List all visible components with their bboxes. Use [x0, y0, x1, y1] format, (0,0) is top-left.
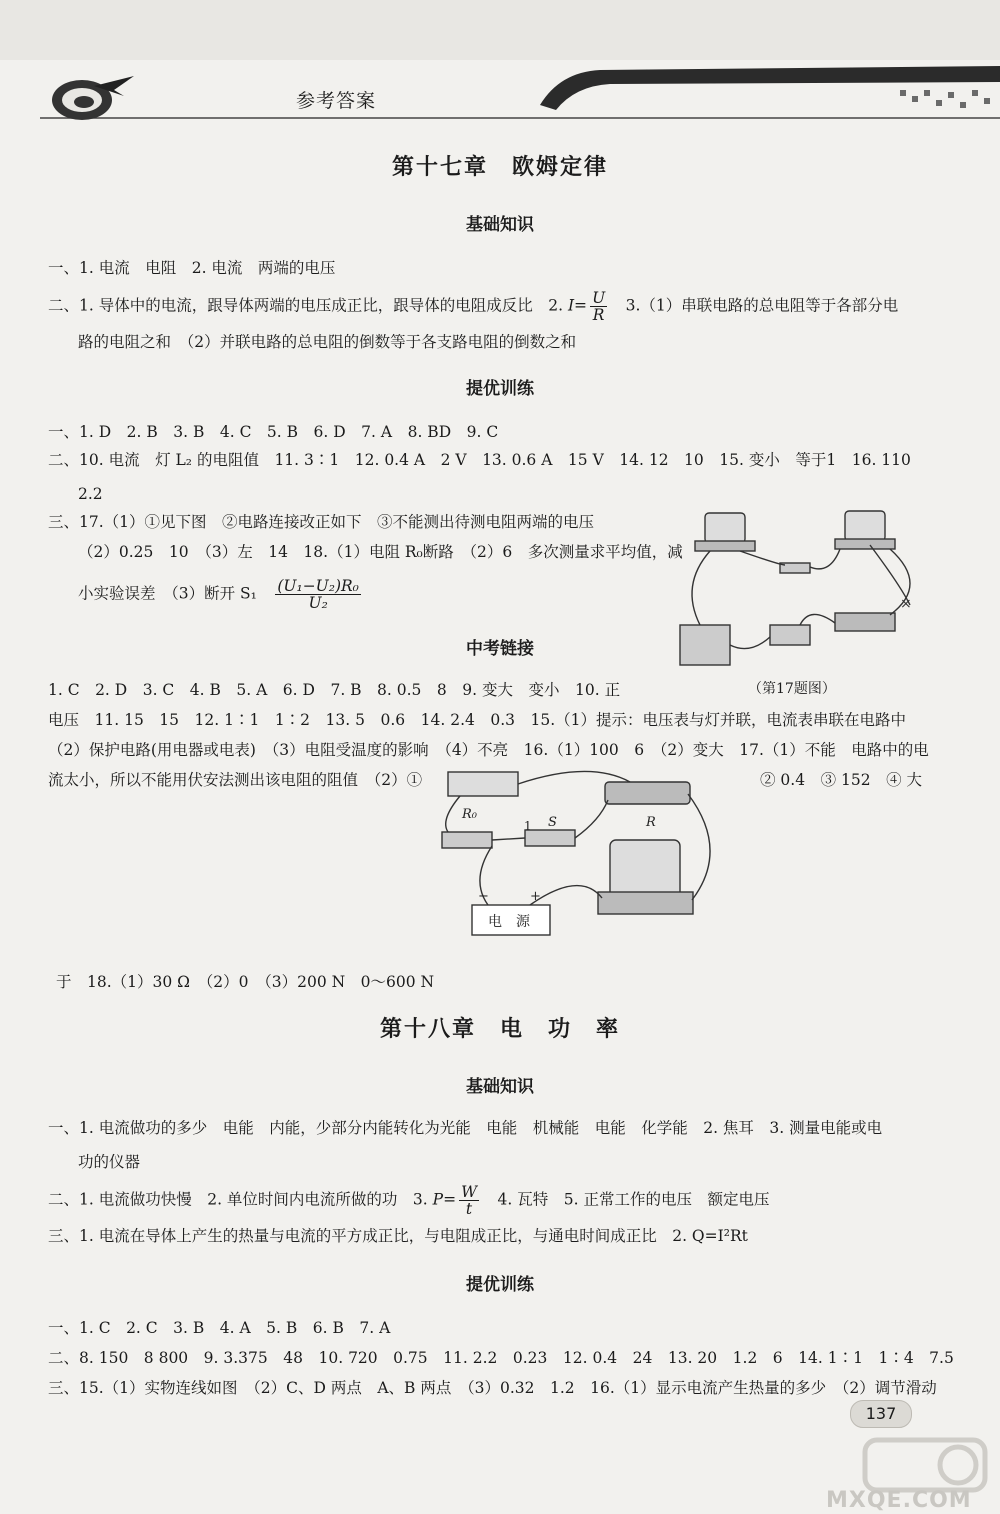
r-x-denominator: U₂ [308, 594, 328, 612]
ch17-basic-line-2-text-a: 二、1. 导体中的电流，跟导体两端的电压成正比，跟导体的电阻成反比 2. [48, 296, 568, 315]
power-formula-numerator: W [461, 1183, 478, 1201]
ch17-basic-line-2-text-b: 3.（1）串联电路的总电阻等于各部分电 [610, 296, 899, 315]
figure-exam-17-circuit [430, 760, 750, 945]
power-formula-fraction [459, 1184, 479, 1217]
figure-17-caption: （第17题图） [748, 681, 836, 697]
svg-text:×: × [900, 596, 912, 612]
ch17-adv-line-4: 三、17.（1）①见下图 ②电路连接改正如下 ③不能测出待测电阻两端的电压 [48, 513, 595, 531]
ch17-adv-line-3: 2.2 [78, 485, 103, 503]
ohms-law-lhs: I= [567, 296, 588, 315]
label-r0: R₀ [462, 807, 477, 822]
label-r: R [646, 815, 656, 830]
ch17-exam-line-2: 电压 11. 15 15 12. 1∶1 1∶2 13. 5 0.6 14. 2.4 0.3 15.（1）提示：电压表与灯并联，电流表串联在电路中 [48, 711, 907, 729]
power-formula-denominator: t [465, 1200, 473, 1218]
ch18-basic-line-2: 功的仪器 [78, 1153, 141, 1171]
label-plus: + [530, 889, 541, 904]
ch18-basic-line-4: 三、1. 电流在导体上产生的热量与电流的平方成正比，与电阻成正比，与通电时间成正比 2. Q=I²Rt [48, 1227, 748, 1245]
ch17-adv-line-2: 二、10. 电流 灯 L₂ 的电阻值 11. 3∶1 12. 0.4 A 2 V 13. 0.6 A 15 V 14. 12 10 15. 变小 等于1 16. 110 [48, 451, 911, 469]
ch17-exam-line-5: 于 18.（1）30 Ω （2）0 （3）200 N 0～600 N [56, 973, 435, 991]
ch17-exam-line-3: （2）保护电路(用电器或电表) （3）电阻受温度的影响 （4）不亮 16.（1）100 6 （2）变大 17.（1）不能 电路中的电 [48, 741, 929, 759]
ch17-exam-line-4: 流太小，所以不能用伏安法测出该电阻的阻值 （2）① [48, 771, 423, 789]
ch17-exam-line-1: 1. C 2. D 3. C 4. B 5. A 6. D 7. B 8. 0.5 8 9. 变大 变小 10. 正 [48, 681, 621, 699]
ch17-advanced-heading: 提优训练 [466, 379, 534, 399]
header-logo-icon [44, 66, 136, 124]
label-power-source: 电 源 [488, 914, 530, 930]
r-x-numerator: (U₁−U₂)R₀ [277, 577, 359, 595]
header-band [0, 0, 1000, 60]
ch17-adv-line-5: （2）0.25 10 （3）左 14 18.（1）电阻 R₀断路 （2）6 多次测量求平均值，减 [78, 543, 683, 561]
ch17-basic-line-2 [48, 290, 898, 323]
ch17-adv-line-6-text: 小实验误差 （3）断开 S₁ [78, 584, 273, 603]
header-title: 参考答案 [296, 90, 377, 112]
ch17-basic-heading: 基础知识 [466, 215, 534, 235]
ohms-law-denominator: R [592, 306, 605, 324]
power-formula-lhs: P= [432, 1190, 457, 1209]
ch18-adv-line-1: 一、1. C 2. C 3. B 4. A 5. B 6. B 7. A [48, 1319, 391, 1337]
label-1: 1 [524, 819, 532, 833]
ch18-basic-line-1: 一、1. 电流做功的多少 电能 内能，少部分内能转化为光能 电能 机械能 电能 化学能 2. 焦耳 3. 测量电能或电 [48, 1119, 883, 1137]
chapter-17-title: 第十七章 欧姆定律 [391, 155, 608, 180]
ch17-basic-line-3: 路的电阻之和 （2）并联电路的总电阻的倒数等于各支路电阻的倒数之和 [78, 333, 577, 351]
ch18-adv-line-3: 三、15.（1）实物连线如图 （2）C、D 两点 A、B 两点 （3）0.32 1.2 16.（1）显示电流产生热量的多少 （2）调节滑动 [48, 1379, 937, 1397]
label-minus: − [478, 889, 489, 904]
watermark-text: MXQE.COM [826, 1488, 972, 1513]
ch17-basic-line-1: 一、1. 电流 电阻 2. 电流 两端的电压 [48, 259, 336, 277]
r-x-expression [275, 578, 361, 611]
chapter-18-title: 第十八章 电 功 率 [379, 1017, 620, 1042]
ch17-exam-line-4b: ② 0.4 ③ 152 ④ 大 [760, 771, 923, 789]
ch17-adv-line-6 [78, 578, 364, 611]
ch17-exam-heading: 中考链接 [466, 639, 534, 659]
ch18-basic-line-3-text-a: 二、1. 电流做功快慢 2. 单位时间内电流所做的功 3. [48, 1190, 433, 1209]
ch18-advanced-heading: 提优训练 [466, 1275, 534, 1295]
ohms-law-fraction [590, 290, 607, 323]
header-decoration [0, 60, 1000, 130]
ch18-adv-line-2: 二、8. 150 8 800 9. 3.375 48 10. 720 0.75 11. 2.2 0.23 12. 0.4 24 13. 20 1.2 6 14. 1∶1 1∶4 7.5 [48, 1349, 954, 1367]
ohms-law-numerator: U [592, 289, 606, 307]
ch18-basic-line-3 [48, 1184, 769, 1217]
ch18-basic-line-3-text-b: 4. 瓦特 5. 正常工作的电压 额定电压 [482, 1190, 770, 1209]
ch17-adv-line-1: 一、1. D 2. B 3. B 4. C 5. B 6. D 7. A 8. BD 9. C [48, 423, 499, 441]
page-number: 137 [850, 1400, 912, 1428]
ch18-basic-heading: 基础知识 [466, 1077, 534, 1097]
label-s: S [548, 815, 557, 830]
